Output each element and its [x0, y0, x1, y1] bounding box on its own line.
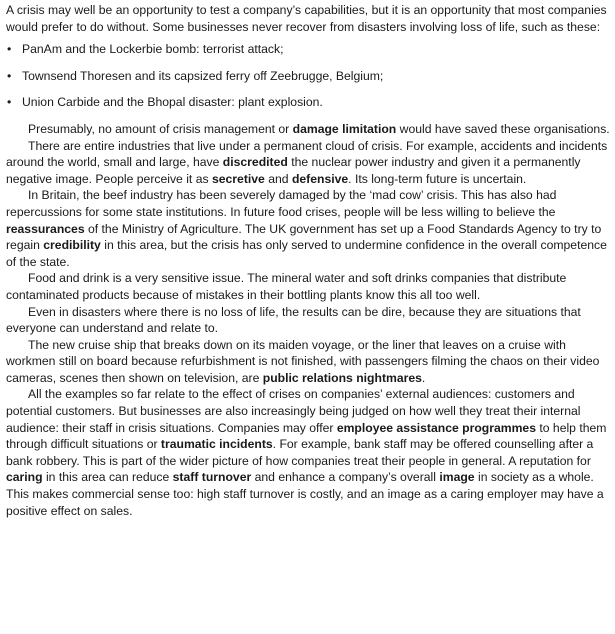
intro-paragraph: A crisis may well be an opportunity to test a company’s capabilities, but it is an opportunity that most companies would prefer to do without. Some businesses never recover from disasters involving loss of life, such as these:	[6, 3, 607, 34]
body-paragraph: Even in disasters where there is no loss of life, the results can be dire, because they are situations that everyone can understand and relate to.	[6, 304, 581, 336]
key-term: discredited	[222, 155, 288, 170]
key-term: credibility	[43, 238, 101, 253]
key-term: employee assistance programmes	[336, 420, 536, 435]
body-paragraph: Food and drink is a very sensitive issue. The mineral water and soft drinks companies that distribute contaminated products because of mistakes in their bottling plants know this all too well.	[6, 271, 567, 302]
body-paragraph: The new cruise ship that breaks down on its maiden voyage, or the liner that leaves on a cruise with workmen still on board because refurbishment is not finished, with passengers filming the chaos on their video cameras, scenes then shown on television, are public relations nightmares.	[6, 337, 600, 385]
key-term: traumatic incidents	[160, 437, 273, 452]
key-term: public relations nightmares	[262, 370, 422, 385]
bullet-item: • PanAm and the Lockerbie bomb: terrorist attack;	[6, 41, 611, 58]
bullet-item: • Union Carbide and the Bhopal disaster: plant explosion.	[6, 94, 611, 111]
body-paragraph: There are entire industries that live under a permanent cloud of crisis. For example, accidents and incidents around the world, small and large, have discredited the nuclear power industry and given it a permanently negative image. People perceive it as secretive and defensive. Its long-term future is uncertain.	[6, 138, 608, 186]
body-paragraph: All the examples so far relate to the effect of crises on companies’ external audiences: customers and potential customers. But businesses are also increasingly being judged on how well they treat their internal audience: their staff in crisis situations. Companies may offer employee assistance programmes to help them through difficult situations or traumatic incidents. For example, bank staff may be offered counselling after a bank robbery. This is part of the wider picture of how companies treat their people in general. A reputation for caring in this area can reduce staff turnover and enhance a company’s overall image in society as a whole. This makes commercial sense too: high staff turnover is costly, and an image as a caring employer may have a positive effect on sales.	[6, 387, 607, 518]
key-term: defensive	[291, 171, 349, 186]
key-term: reassurances	[6, 221, 85, 236]
bullet-list	[6, 41, 611, 111]
key-term: damage limitation	[292, 121, 397, 136]
key-term: staff turnover	[172, 470, 252, 485]
bullet-item: • Townsend Thoresen and its capsized ferry off Zeebrugge, Belgium;	[6, 68, 611, 85]
body-paragraph: Presumably, no amount of crisis management or damage limitation would have saved these organisations.	[28, 121, 610, 136]
key-term: image	[439, 470, 475, 485]
key-term: caring	[6, 470, 43, 485]
body-text	[6, 121, 611, 519]
key-term: secretive	[211, 171, 265, 186]
body-paragraph: In Britain, the beef industry has been severely damaged by the ‘mad cow’ crisis. This has also had repercussions for some state institutions. In future food crises, people will be less willing to believe the reassurances of the Ministry of Agriculture. The UK government has set up a Food Standards Agency to try to regain credibility in this area, but the crisis has only served to undermine confidence in the overall competence of the state.	[6, 188, 607, 269]
